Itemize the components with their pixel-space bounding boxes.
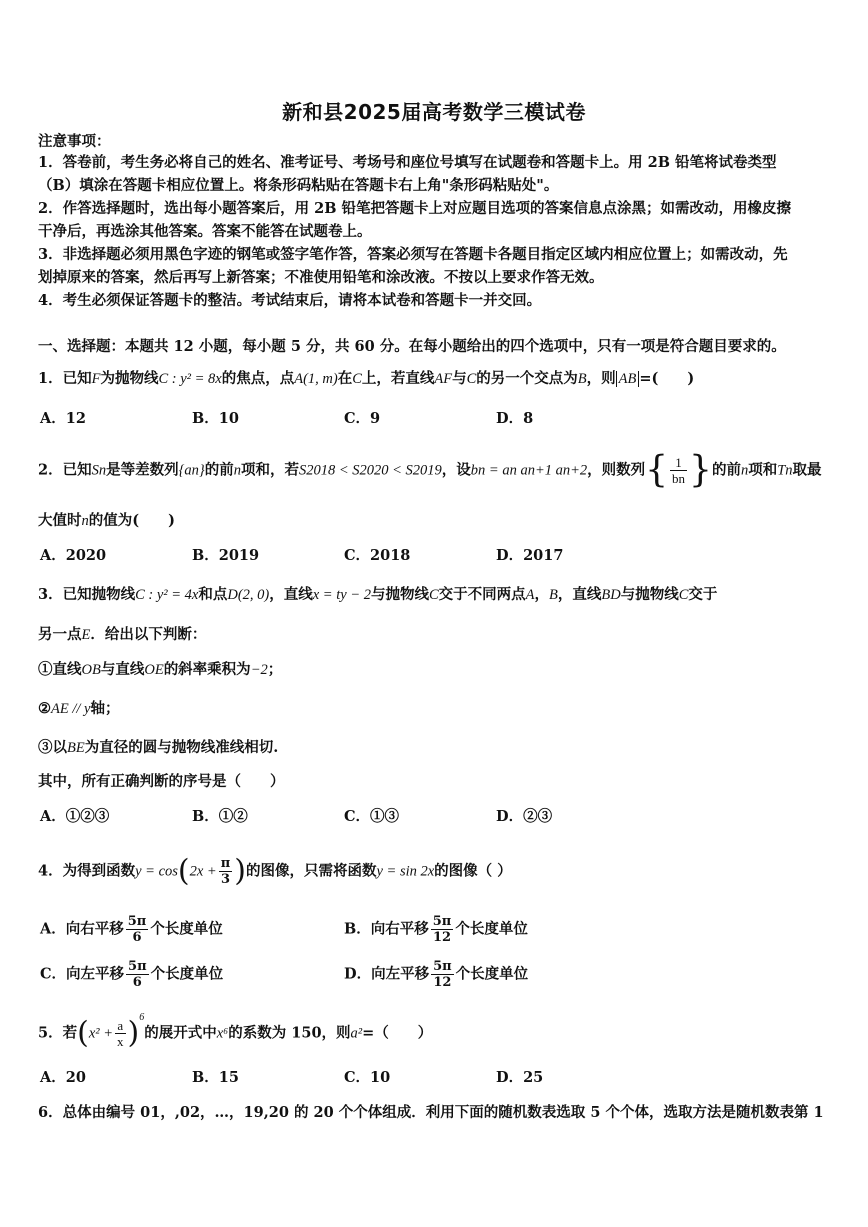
q5-text: 的展开式中 (144, 1024, 217, 1042)
q5-fraction (115, 1018, 126, 1049)
q5-option-d[interactable]: D．25 (496, 1069, 544, 1086)
notice-item-2-line-2: 干净后，再选涂其他答案。答案不能答在试题卷上。 (38, 223, 372, 240)
notice-heading: 注意事项： (38, 133, 111, 150)
q3-text: ② (38, 700, 51, 717)
question-3-line-2 (38, 625, 833, 645)
fraction-denominator: 3 (220, 872, 231, 887)
q4-option-a[interactable] (40, 914, 223, 945)
fraction-denominator: bn (672, 471, 686, 486)
q2-math: {an} (178, 462, 205, 479)
q3-text: 轴； (90, 700, 120, 717)
notice-item-4: 4．考生必须保证答题卡的整洁。考试结束后，请将本试卷和答题卡一并交回。 (38, 292, 542, 309)
q2-fraction (670, 455, 687, 486)
option-text: A．向右平移 (40, 920, 124, 938)
q2-text: 2．已知 (38, 461, 92, 479)
q5-text: =（ ） (362, 1024, 433, 1042)
q3-judgment-3 (38, 738, 833, 758)
fraction-denominator: 6 (132, 975, 142, 990)
q2-text: 项和 (748, 461, 778, 479)
q2-text: 是等差数列 (106, 461, 179, 479)
q5-math: a² (350, 1025, 363, 1042)
q3-text: 和点 (198, 586, 228, 603)
paren-close: ) (234, 853, 246, 889)
q2-math: n (233, 462, 241, 479)
q3-judgment-1 (38, 660, 833, 680)
q1-text: 的另一个交点为 (476, 370, 578, 387)
q1-math: AB (616, 371, 640, 387)
q5-option-c[interactable]: C．10 (344, 1069, 391, 1086)
q2-text: 取最 (792, 461, 822, 479)
fraction-numerator: 5π (432, 914, 452, 929)
q3-math: x = ty − 2 (312, 587, 371, 603)
option-fraction (126, 914, 149, 945)
q1-option-c[interactable]: C．9 (344, 410, 381, 427)
question-4 (38, 853, 833, 889)
q3-math: C : y² = 4x (135, 587, 199, 603)
q3-math: AE // y (51, 701, 91, 717)
option-text: B．向右平移 (344, 920, 429, 938)
q3-math: BE (67, 740, 85, 756)
q3-text: 与直线 (100, 661, 145, 678)
q2-math: Tn (777, 462, 793, 479)
q3-text: ，直线 (557, 586, 602, 603)
q1-math: B (577, 371, 587, 387)
q2-option-b[interactable]: B．2019 (192, 547, 260, 564)
q2-math: Sn (91, 462, 107, 479)
q3-math: D(2, 0) (227, 587, 270, 603)
q4-fraction (219, 856, 233, 887)
notice-item-1-line-2: （B）填涂在答题卡相应位置上。将条形码粘贴在答题卡右上角"条形码粘贴处"。 (38, 177, 559, 194)
fraction-numerator: 5π (433, 959, 452, 974)
q2-text: 的值为( ) (88, 512, 175, 529)
q5-option-a[interactable]: A．20 (40, 1069, 86, 1086)
question-1 (38, 369, 833, 389)
option-text: 个长度单位 (455, 920, 528, 938)
q2-math: n (740, 462, 749, 479)
q3-math: OE (144, 662, 164, 678)
q2-text: 的前 (204, 461, 234, 479)
option-text: 个长度单位 (455, 965, 529, 983)
q1-text: =( ) (639, 370, 695, 387)
q2-option-c[interactable]: C．2018 (344, 547, 411, 564)
q2-option-a[interactable]: A．2020 (40, 547, 107, 564)
q2-text: 大值时 (38, 512, 82, 529)
q1-math: F (91, 371, 101, 387)
q3-text: ．给出以下判断： (90, 626, 207, 643)
q3-text: 3．已知抛物线 (38, 586, 136, 603)
q4-math: y = cos (135, 863, 178, 880)
q1-math: C : y² = 8x (158, 371, 222, 387)
q3-option-b[interactable]: B．①② (192, 808, 248, 825)
q3-text: ，直线 (269, 586, 313, 603)
q3-text: ； (267, 661, 283, 678)
q4-math: y = sin 2x (376, 863, 435, 880)
q1-option-b[interactable]: B．10 (192, 410, 239, 427)
q5-exponent: 6 (139, 1011, 145, 1023)
q3-text: ③以 (38, 739, 67, 756)
section-heading: 一、选择题：本题共 12 小题，每小题 5 分，共 60 分。在每小题给出的四个选项中，只有一项是符合题目要求的。 (38, 338, 786, 355)
option-text: C．向左平移 (40, 965, 125, 983)
q5-option-b[interactable]: B．15 (192, 1069, 239, 1086)
q3-text: 交于不同两点 (438, 586, 526, 603)
notice-item-3-line-2: 划掉原来的答案，然后再写上新答案；不准使用铅笔和涂改液。不按以上要求作答无效。 (38, 269, 604, 286)
option-fraction (126, 959, 149, 990)
fraction-numerator: 5π (127, 914, 147, 929)
option-fraction (431, 914, 454, 945)
q3-option-a[interactable]: A．①②③ (40, 808, 110, 825)
q1-text: 1．已知 (38, 370, 92, 387)
q4-option-b[interactable] (344, 914, 528, 945)
q1-text: 的焦点，点 (221, 370, 295, 387)
q4-text: 4．为得到函数 (38, 862, 136, 880)
fraction-denominator: 12 (433, 975, 452, 990)
question-6: 6．总体由编号 01，,02，…，19,20 的 20 个个体组成．利用下面的随机数表选取 5 个个体，选取方法是随机数表第 1 (38, 1104, 824, 1121)
q3-text: 另一点 (38, 626, 82, 643)
q4-option-c[interactable] (40, 959, 223, 990)
fraction-denominator: x (117, 1034, 124, 1049)
q3-text: ①直线 (38, 661, 82, 678)
q1-text: 在 (337, 370, 353, 387)
q2-math: bn = an an+1 an+2 (470, 462, 588, 479)
q1-text: 上，若直线 (361, 370, 435, 387)
q3-text: 与抛物线 (370, 586, 429, 603)
notice-item-1-line-1: 1．答卷前，考生务必将自己的姓名、准考证号、考场号和座位号填写在试题卷和答题卡上。用 2B 铅笔将试卷类型 (38, 154, 777, 171)
q5-text: 5．若 (38, 1024, 78, 1042)
q5-math: x² + (88, 1025, 114, 1042)
q3-text: 为直径的圆与抛物线准线相切. (84, 739, 279, 756)
paren-open: ( (177, 853, 190, 889)
q3-ask: 其中，所有正确判断的序号是（ ） (38, 773, 285, 790)
q5-math: x⁶ (216, 1025, 229, 1042)
q4-text: 的图像，只需将函数 (245, 862, 377, 880)
q1-math: AF (434, 371, 453, 387)
q1-math: A(1, m) (294, 371, 338, 387)
q3-option-d[interactable]: D．②③ (496, 808, 553, 825)
q2-text: ，设 (441, 461, 471, 479)
option-fraction (431, 959, 454, 990)
q1-text: ，则 (586, 370, 616, 387)
fraction-numerator: 1 (670, 455, 687, 471)
q3-math: OB (81, 662, 101, 678)
notice-item-3-line-1: 3．非选择题必须用黑色字迹的钢笔或签字笔作答，答案必须写在答题卡各题目指定区域内相应位置上；如需改动，先 (38, 246, 788, 263)
brace-close: } (689, 449, 712, 491)
q3-math: C (678, 587, 689, 603)
q3-math: E (81, 627, 91, 643)
q4-math: 2x + (189, 863, 217, 880)
q1-text: 为抛物线 (100, 370, 159, 387)
q3-math: C (428, 587, 439, 603)
q3-judgment-2 (38, 699, 833, 719)
q3-text: 与抛物线 (620, 586, 679, 603)
q4-text: 的图像（ ） (434, 862, 512, 880)
notice-item-2-line-1: 2．作答选择题时，选出每小题答案后，用 2B 铅笔把答题卡上对应题目选项的答案信息点涂黑；如需改动，用橡皮擦 (38, 200, 792, 217)
fraction-denominator: 12 (433, 930, 452, 945)
question-2 (38, 449, 833, 491)
q3-math: −2 (250, 662, 268, 678)
q5-text: 的系数为 150，则 (228, 1024, 351, 1042)
q3-text: 的斜率乘积为 (163, 661, 251, 678)
q1-option-a[interactable]: A．12 (40, 410, 86, 427)
paren-open: ( (77, 1015, 89, 1051)
q4-option-d[interactable] (344, 959, 528, 990)
q2-text: 的前 (711, 461, 741, 479)
option-text: 个长度单位 (150, 920, 223, 938)
fraction-denominator: 6 (132, 930, 142, 945)
question-2-line-2 (38, 511, 833, 531)
q1-math: C (352, 371, 362, 387)
option-text: D．向左平移 (344, 965, 430, 983)
paren-close: ) (127, 1015, 140, 1051)
q1-text: 与 (452, 370, 467, 387)
fraction-numerator: 5π (128, 959, 147, 974)
q1-option-d[interactable]: D．8 (496, 410, 534, 427)
q3-math: A (525, 587, 535, 603)
q1-math: C (466, 371, 477, 387)
brace-open: { (645, 449, 669, 491)
fraction-numerator: π (220, 856, 231, 871)
question-3 (38, 585, 833, 605)
q3-text: ， (534, 586, 550, 603)
q3-math: B (549, 587, 558, 603)
q2-text: ，则数列 (587, 461, 646, 479)
q2-math: S2018 < S2020 < S2019 (298, 462, 442, 479)
q2-text: 项和，若 (240, 461, 299, 479)
question-5 (38, 1011, 833, 1051)
option-text: 个长度单位 (150, 965, 224, 983)
q3-text: 交于 (688, 586, 718, 603)
q3-option-c[interactable]: C．①③ (344, 808, 400, 825)
q2-math: n (81, 513, 89, 529)
q2-option-d[interactable]: D．2017 (496, 547, 564, 564)
q3-math: BD (601, 587, 621, 603)
fraction-numerator: a (115, 1018, 126, 1034)
page-title: 新和县2025届高考数学三模试卷 (282, 100, 586, 124)
